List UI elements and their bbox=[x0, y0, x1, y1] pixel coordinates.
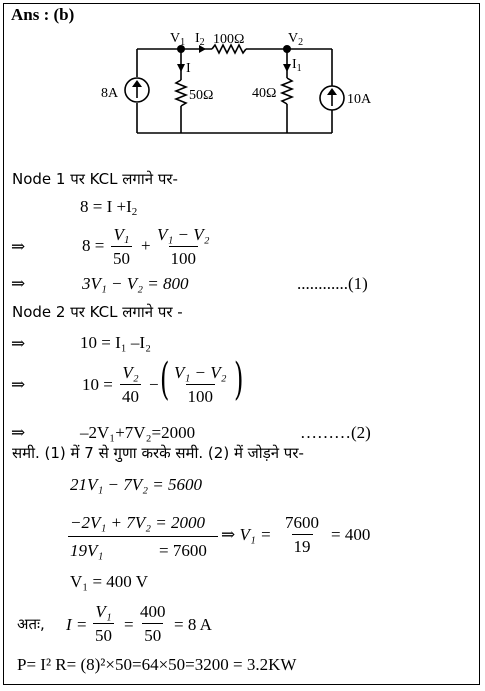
right-paren: ) bbox=[234, 354, 244, 405]
frac-v2-over-40: $\frac{\text{V₂}}{40}$ bbox=[122, 363, 139, 406]
frac-v1-over-50: $\frac{V_1}{50}$ bbox=[113, 225, 130, 268]
label-40-ohm: 40Ω bbox=[252, 86, 277, 101]
label-10a: 10A bbox=[347, 92, 372, 107]
label-i: I bbox=[186, 61, 191, 76]
i-result: = 8 A bbox=[174, 615, 212, 634]
therefore-label: अतः, bbox=[17, 615, 45, 633]
eq2b-lhs: 10 = bbox=[82, 375, 113, 394]
circuit-diagram bbox=[0, 0, 485, 150]
node2-heading: Node 2 पर KCL लगाने पर - bbox=[12, 303, 183, 321]
resistor-50-symbol bbox=[176, 80, 186, 106]
resistor-40-symbol bbox=[282, 78, 292, 104]
arrow-i1 bbox=[283, 64, 291, 72]
eq1c: 3V₁ − V₂ = 800 bbox=[82, 274, 189, 293]
sum-rule bbox=[68, 536, 218, 537]
answer-label: Ans : (b) bbox=[11, 5, 75, 24]
implies-5: ⇒ bbox=[11, 423, 26, 442]
equals-1: = bbox=[124, 615, 134, 634]
v1-value: V₁ = 400 V bbox=[70, 572, 149, 591]
label-8a: 8A bbox=[101, 86, 119, 101]
plus-1: + bbox=[141, 236, 151, 255]
frac-400-over-50: $\frac{400}{50}$ bbox=[140, 602, 166, 645]
implies-2: ⇒ bbox=[11, 274, 26, 293]
eq1b-lhs: 8 = bbox=[82, 236, 105, 255]
left-paren: ( bbox=[160, 354, 170, 405]
implies-4: ⇒ bbox=[11, 375, 26, 394]
eq3b-bottom-lhs: 19V₁ bbox=[70, 541, 104, 560]
frac-v1-over-50-b: $\frac{\text{V₁}}{50}$ bbox=[95, 602, 112, 645]
frac-7600-over-19: $\frac{7600}{19}$ bbox=[285, 513, 319, 556]
arrow-up-8a bbox=[132, 80, 142, 87]
eq3b-result: = 400 bbox=[331, 525, 371, 544]
node1-heading: Node 1 पर KCL लगाने पर- bbox=[12, 170, 178, 188]
frac-v1v2-over-100-b: $\frac{\text{V₁ − V₂}}{100}$ bbox=[174, 363, 227, 406]
eq3a: 21V₁ − 7V₂ = 5600 bbox=[70, 475, 203, 494]
label-i1: $I_1$ bbox=[292, 57, 302, 74]
power-line: P= I² R= (8)²×50=64×50=3200 = 3.2KW bbox=[17, 655, 297, 674]
i-eq-lhs: I = bbox=[66, 615, 88, 634]
eq3b-top: −2V₁ + 7V₂ = 2000 bbox=[70, 513, 206, 532]
implies-1: ⇒ bbox=[11, 237, 26, 256]
eq1a: $8 = I +I_2$ bbox=[80, 197, 138, 218]
frac-v1v2-over-100: $\frac{\text{V₁ − V₂}}{100}$ bbox=[157, 225, 210, 268]
label-v2: $V_2$ bbox=[288, 31, 304, 48]
eq3b-bottom-rhs: = 7600 bbox=[159, 541, 207, 560]
eq2-tag: ………(2) bbox=[300, 423, 371, 442]
label-100-ohm: 100Ω bbox=[213, 32, 245, 47]
node-v2-dot bbox=[283, 45, 291, 53]
eq2c: –2V₁+7V₂=2000 bbox=[80, 423, 196, 442]
eq1-tag: ............(1) bbox=[297, 274, 368, 293]
arrow-i bbox=[177, 64, 185, 72]
implies-3: ⇒ bbox=[11, 334, 26, 353]
arrow-up-10a bbox=[327, 88, 337, 95]
multiply-note: समी. (1) में 7 से गुणा करके समी. (2) में जोड़ने पर- bbox=[12, 444, 304, 462]
label-50-ohm: 50Ω bbox=[189, 88, 214, 103]
eq2a: 10 = I₁ –I₂ bbox=[80, 333, 152, 352]
label-i2: $I_2$ bbox=[195, 31, 205, 48]
eq3b-implies: ⇒ V₁ = bbox=[221, 525, 272, 544]
label-v1: $V_1$ bbox=[170, 31, 186, 48]
minus-1: − bbox=[149, 375, 159, 394]
